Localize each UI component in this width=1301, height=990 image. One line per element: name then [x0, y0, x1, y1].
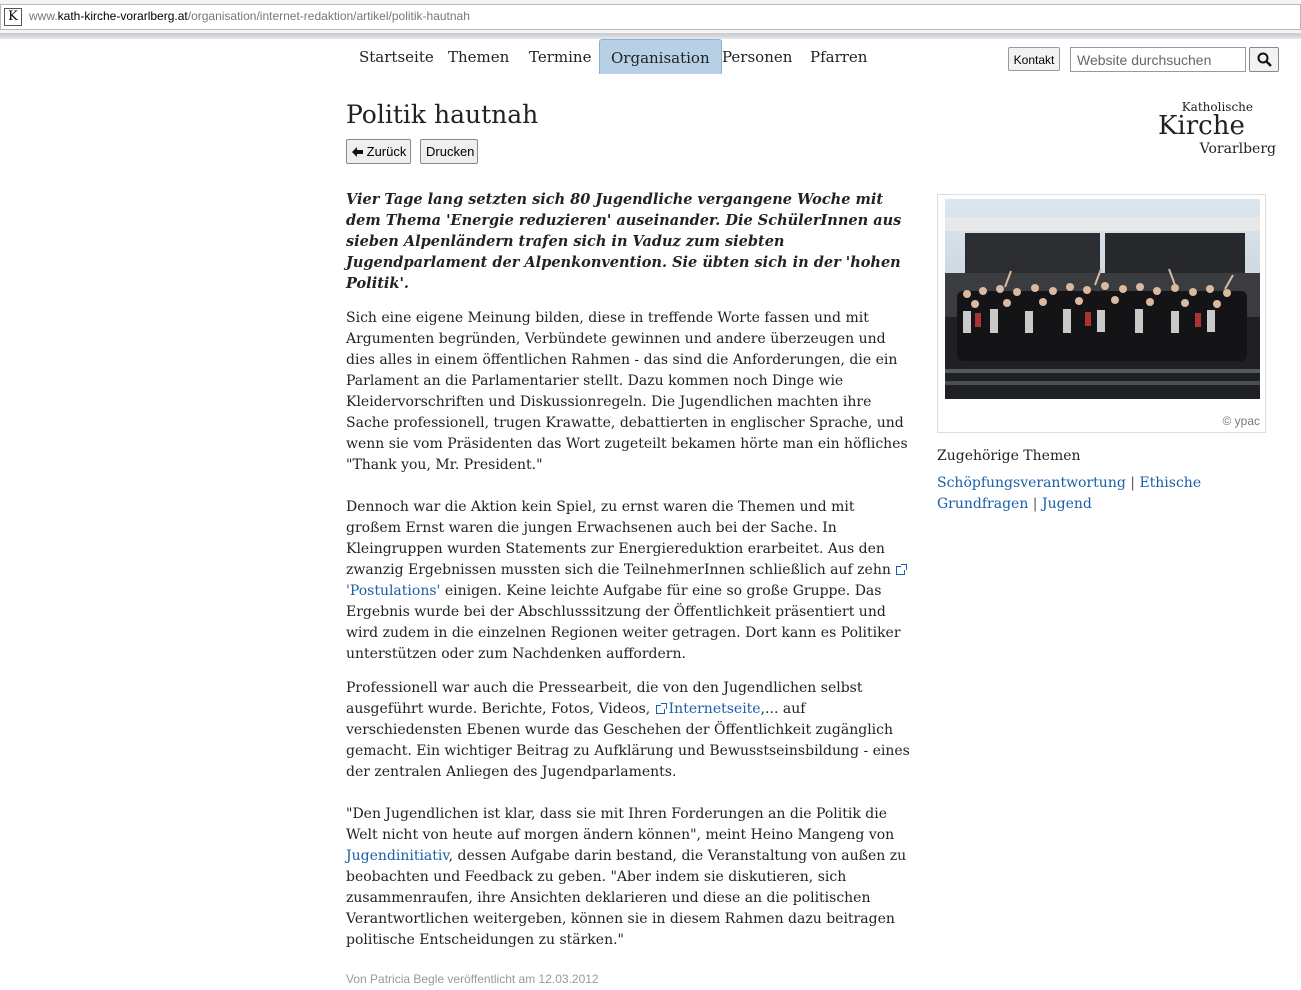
- external-link-icon: [656, 705, 665, 714]
- url-path: /organisation/internet-redaktion/artikel/politik-hautnah: [187, 9, 470, 23]
- topic-link-ethische-grundfragen[interactable]: Ethische Grundfragen: [937, 475, 1202, 512]
- arrow-left-icon: [352, 147, 363, 157]
- site-logo[interactable]: [1150, 100, 1280, 160]
- topic-link-jugend[interactable]: Jugend: [1041, 496, 1092, 512]
- article-paragraph: [346, 497, 912, 665]
- article-paragraph: [346, 804, 912, 951]
- article-paragraph: [346, 678, 912, 783]
- topic-separator: |: [1028, 496, 1042, 512]
- nav-pfarren[interactable]: Pfarren: [810, 48, 868, 66]
- article-lead: Vier Tage lang setzten sich 80 Jugendliche vergangene Woche mit dem Thema 'Energie reduzieren' auseinander. Die SchülerInnen aus sieben Alpenländern trafen sich in Vaduz zum siebten Jugendparlament der Alpenkonvention. Sie übten sich in der 'hohen Politik'.: [346, 191, 902, 292]
- topic-link-schoepfungsverantwortung[interactable]: Schöpfungsverantwortung: [937, 475, 1126, 491]
- paragraph-text: einigen. Keine leichte Aufgabe für eine so große Gruppe. Das Ergebnis wurde bei der Abschlusssitzung der Öffentlichkeit präsentiert und wird zudem in die einzelnen Regionen weiter getragen. Dort kann es Politiker unterstützen oder zum Nachdenken auffordern.: [346, 583, 901, 662]
- url-domain: kath-kirche-vorarlberg.at: [57, 9, 188, 23]
- paragraph-text: Professionell war auch die Pressearbeit, die von den Jugendlichen selbst ausgeführt wurde. Berichte, Fotos, Videos,: [346, 680, 863, 717]
- browser-url-bar: [0, 0, 1301, 34]
- nav-organisation[interactable]: Organisation: [599, 39, 722, 74]
- back-button[interactable]: [346, 139, 411, 164]
- back-label: Zurück: [366, 144, 407, 159]
- logo-line-kirche: Kirche: [1158, 111, 1245, 141]
- related-topics-heading: Zugehörige Themen: [937, 448, 1081, 464]
- nav-termine[interactable]: Termine: [529, 48, 592, 66]
- nav-themen[interactable]: Themen: [448, 48, 510, 66]
- page-title: Politik hautnah: [346, 100, 539, 129]
- address-field[interactable]: [0, 4, 1301, 30]
- group-photo[interactable]: [945, 199, 1260, 399]
- search-input[interactable]: [1070, 47, 1246, 72]
- logo-line-vorarlberg: Vorarlberg: [1199, 141, 1276, 157]
- topic-separator: |: [1125, 475, 1140, 491]
- external-link-icon: [896, 566, 905, 575]
- postulations-link[interactable]: 'Postulations': [346, 583, 441, 599]
- search-icon: [1257, 52, 1272, 67]
- paragraph-text: "Den Jugendlichen ist klar, dass sie mit Ihren Forderungen an die Politik die Welt nicht von heute auf morgen ändern können", meint Heino Mangeng von: [346, 806, 895, 843]
- print-button[interactable]: Drucken: [420, 139, 478, 164]
- article-photo-box: [937, 194, 1266, 433]
- article-byline: Von Patricia Begle veröffentlicht am 12.03.2012: [346, 972, 599, 986]
- url-text[interactable]: [29, 9, 470, 23]
- article-body: [346, 189, 912, 990]
- url-prefix: www.: [29, 9, 58, 23]
- paragraph-text: Dennoch war die Aktion kein Spiel, zu ernst waren die Themen und mit großem Ernst waren die jungen Erwachsenen auch bei der Sache. In Kleingruppen wurden Statements zur Energiereduktion erarbeitet. Aus den zwanzig Ergebnissen mussten sich die TeilnehmerInnen schließlich auf zehn: [346, 499, 891, 578]
- site-favicon-icon: K: [4, 8, 22, 26]
- article-paragraph: Sich eine eigene Meinung bilden, diese in treffende Worte fassen und mit Argumenten begründen, Verbündete gewinnen und andere überzeugen und dies alles in einem öffentlichen Rahmen - das sind die Anforderungen, die ein Parlament an die Parlamentarier stellt. Dazu kommen noch Dinge wie Kleidervorschriften und Diskussionregeln. Die Jugendlichen machten ihre Sache professionell, trugen Krawatte, debattierten in englischer Sprache, und wenn sie vom Präsidenten das Wort zugeteilt bekamen hörte man ein höfliches "Thank you, Mr. President.": [346, 310, 908, 473]
- internetseite-link[interactable]: Internetseite: [668, 701, 761, 717]
- paragraph-text: ,... auf verschiedensten Ebenen wurde das Geschehen der Öffentlichkeit zugänglich gemacht. Ein wichtiger Beitrag zu Aufklärung und Bewusstseinsbildung - eines der zentralen Anliegen des Jugendparlaments.: [346, 701, 910, 780]
- jugendinitiativ-link[interactable]: Jugendinitiativ: [346, 848, 449, 864]
- nav-personen[interactable]: Personen: [722, 48, 793, 66]
- related-topics-list: [937, 473, 1267, 515]
- search-button[interactable]: [1249, 47, 1279, 72]
- kontakt-button[interactable]: Kontakt: [1008, 47, 1060, 71]
- paragraph-text: , dessen Aufgabe darin bestand, die Veranstaltung von außen zu beobachten und Feedback zu geben. "Aber indem sie diskutieren, sich zusammenraufen, ihre Ansichten deklarieren und diese an die politischen Verantwortlichen weitergeben, können sie in diesem Rahmen dazu beitragen politische Entscheidungen zu stärken.": [346, 848, 907, 948]
- nav-startseite[interactable]: Startseite: [359, 48, 434, 66]
- logo-line-katholische: Katholische: [1181, 100, 1253, 114]
- photo-credit: © ypac: [1222, 414, 1260, 428]
